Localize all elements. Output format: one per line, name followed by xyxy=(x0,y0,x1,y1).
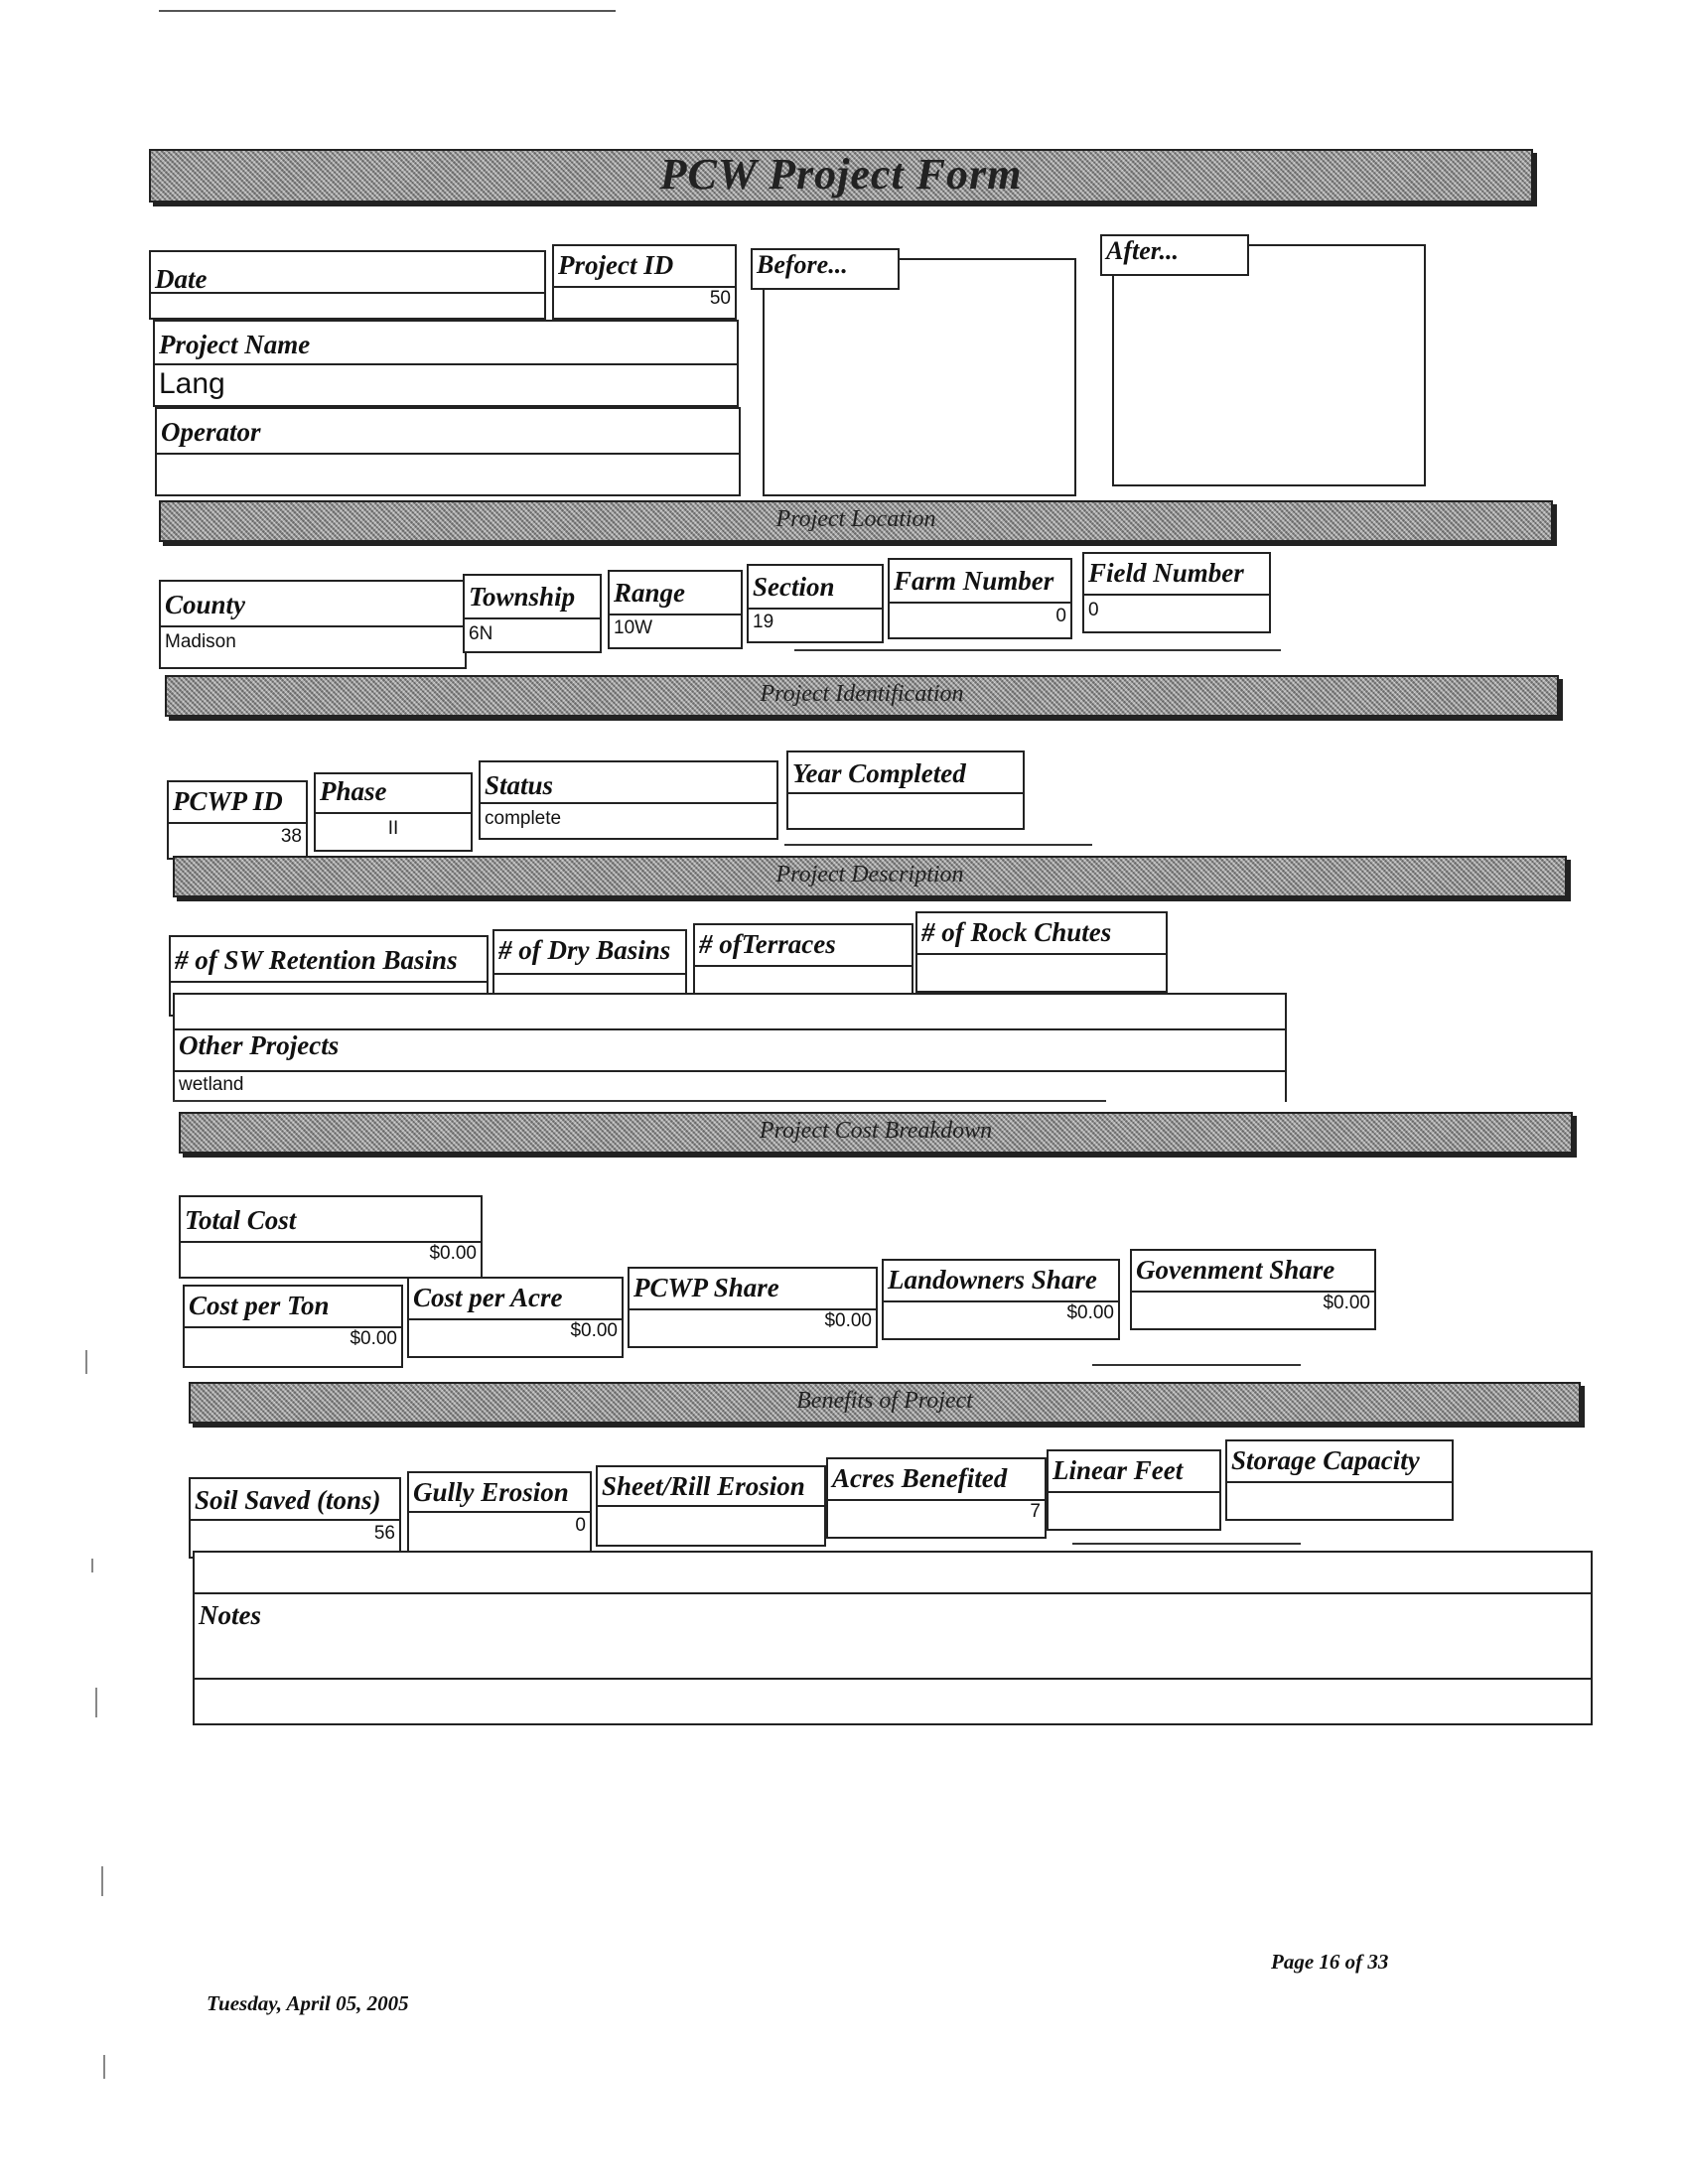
project-name-value: Lang xyxy=(159,367,225,400)
township-value: 6N xyxy=(469,623,493,644)
cost-per-ton-label: Cost per Ton xyxy=(189,1291,330,1320)
pcwp-id-label: PCWP ID xyxy=(173,786,283,816)
scan-line xyxy=(159,10,616,12)
year-completed-label: Year Completed xyxy=(792,758,966,788)
after-image-box[interactable] xyxy=(1112,244,1426,486)
total-cost-label: Total Cost xyxy=(185,1205,297,1235)
project-id-value: 50 xyxy=(709,288,731,309)
storage-capacity-label: Storage Capacity xyxy=(1231,1445,1420,1475)
sheet-rill-erosion-label: Sheet/Rill Erosion xyxy=(602,1471,805,1501)
soil-saved-field[interactable] xyxy=(189,1477,401,1559)
field-number-field[interactable] xyxy=(1082,552,1271,633)
print-date: Tuesday, April 05, 2005 xyxy=(207,1991,409,2015)
phase-value: II xyxy=(387,818,399,839)
farm-number-label: Farm Number xyxy=(894,566,1054,596)
title-banner xyxy=(149,149,1533,203)
cost-per-ton-field[interactable] xyxy=(183,1285,403,1368)
scan-mark xyxy=(101,1866,103,1896)
other-projects-label: Other Projects xyxy=(179,1030,340,1060)
total-cost-field[interactable] xyxy=(179,1195,483,1279)
county-field[interactable] xyxy=(159,580,467,669)
township-field[interactable] xyxy=(463,574,602,653)
cost-banner xyxy=(179,1112,1573,1154)
after-label: After... xyxy=(1100,234,1249,276)
gully-erosion-value: 0 xyxy=(575,1515,586,1536)
description-banner xyxy=(173,856,1567,897)
landowners-share-label: Landowners Share xyxy=(888,1265,1097,1295)
range-value: 10W xyxy=(614,617,653,638)
county-value: Madison xyxy=(165,631,236,652)
divider-line xyxy=(1092,1364,1301,1366)
project-id-label: Project ID xyxy=(558,250,674,280)
pcwp-id-value: 38 xyxy=(280,826,302,847)
scan-mark xyxy=(103,2055,105,2079)
total-cost-value: $0.00 xyxy=(429,1243,477,1264)
identification-title: Project Identification xyxy=(760,681,964,707)
cost-per-ton-value: $0.00 xyxy=(350,1328,397,1349)
scan-mark xyxy=(85,1350,87,1374)
government-share-field[interactable] xyxy=(1130,1249,1376,1330)
county-label: County xyxy=(165,590,246,619)
storage-capacity-field[interactable] xyxy=(1225,1439,1454,1521)
benefits-title: Benefits of Project xyxy=(796,1388,973,1414)
pcwp-share-value: $0.00 xyxy=(824,1310,872,1331)
year-completed-field[interactable] xyxy=(786,751,1025,830)
divider-line xyxy=(794,649,1281,651)
scan-mark xyxy=(91,1559,93,1572)
acres-benefited-field[interactable] xyxy=(826,1457,1047,1539)
before-label: Before... xyxy=(751,248,900,290)
operator-field[interactable] xyxy=(155,407,741,496)
gully-erosion-field[interactable] xyxy=(407,1471,592,1553)
page-number: Page 16 of 33 xyxy=(1271,1950,1389,1974)
status-value: complete xyxy=(485,808,562,829)
pcwp-share-label: PCWP Share xyxy=(633,1273,779,1302)
divider-line xyxy=(173,1100,1106,1102)
date-label: Date xyxy=(155,264,208,294)
landowners-share-field[interactable] xyxy=(882,1259,1120,1340)
rock-chutes-label: # of Rock Chutes xyxy=(921,917,1112,947)
sheet-rill-erosion-field[interactable] xyxy=(596,1465,826,1547)
range-label: Range xyxy=(614,578,686,608)
farm-number-field[interactable] xyxy=(888,558,1072,639)
section-label: Section xyxy=(753,572,835,602)
scan-mark xyxy=(95,1688,97,1717)
cost-per-acre-label: Cost per Acre xyxy=(413,1283,563,1312)
phase-field[interactable] xyxy=(314,772,473,852)
form-title: PCW Project Form xyxy=(659,150,1023,199)
government-share-label: Govenment Share xyxy=(1136,1255,1335,1285)
divider-line xyxy=(1072,1543,1301,1545)
landowners-share-value: $0.00 xyxy=(1066,1302,1114,1323)
sw-basins-label: # of SW Retention Basins xyxy=(175,945,458,975)
project-name-label: Project Name xyxy=(159,330,311,359)
identification-banner xyxy=(165,675,1559,717)
phase-label: Phase xyxy=(320,776,387,806)
cost-per-acre-value: $0.00 xyxy=(570,1320,618,1341)
section-field[interactable] xyxy=(747,564,884,643)
linear-feet-field[interactable] xyxy=(1047,1449,1221,1531)
benefits-banner xyxy=(189,1382,1581,1424)
other-projects-value: wetland xyxy=(179,1074,244,1095)
project-id-field[interactable] xyxy=(552,244,737,320)
section-value: 19 xyxy=(753,612,774,632)
date-field[interactable] xyxy=(149,250,546,320)
before-image-box[interactable] xyxy=(763,258,1076,496)
divider-line xyxy=(784,844,1092,846)
operator-label: Operator xyxy=(161,417,261,447)
range-field[interactable] xyxy=(608,570,743,649)
other-projects-field[interactable] xyxy=(173,993,1287,1102)
notes-field[interactable] xyxy=(193,1551,1593,1725)
project-name-field[interactable] xyxy=(153,320,739,407)
status-label: Status xyxy=(485,770,554,800)
rock-chutes-field[interactable] xyxy=(915,911,1168,993)
cost-title: Project Cost Breakdown xyxy=(759,1118,993,1144)
field-number-value: 0 xyxy=(1088,600,1099,620)
status-field[interactable] xyxy=(479,760,778,840)
township-label: Township xyxy=(469,582,576,612)
farm-number-value: 0 xyxy=(1055,606,1066,626)
field-number-label: Field Number xyxy=(1088,558,1244,588)
notes-label: Notes xyxy=(199,1600,261,1630)
soil-saved-value: 56 xyxy=(373,1523,395,1544)
acres-benefited-label: Acres Benefited xyxy=(832,1463,1008,1493)
acres-benefited-value: 7 xyxy=(1030,1501,1041,1522)
soil-saved-label: Soil Saved (tons) xyxy=(195,1485,381,1515)
location-banner xyxy=(159,500,1553,542)
gully-erosion-label: Gully Erosion xyxy=(413,1477,569,1507)
description-title: Project Description xyxy=(775,862,964,887)
pcwp-share-field[interactable] xyxy=(628,1267,878,1348)
location-title: Project Location xyxy=(775,506,936,532)
cost-per-acre-field[interactable] xyxy=(407,1277,624,1358)
government-share-value: $0.00 xyxy=(1323,1293,1370,1313)
terraces-label: # ofTerraces xyxy=(699,929,836,959)
pcwp-id-field[interactable] xyxy=(167,780,308,860)
dry-basins-label: # of Dry Basins xyxy=(498,935,671,965)
linear-feet-label: Linear Feet xyxy=(1052,1455,1184,1485)
